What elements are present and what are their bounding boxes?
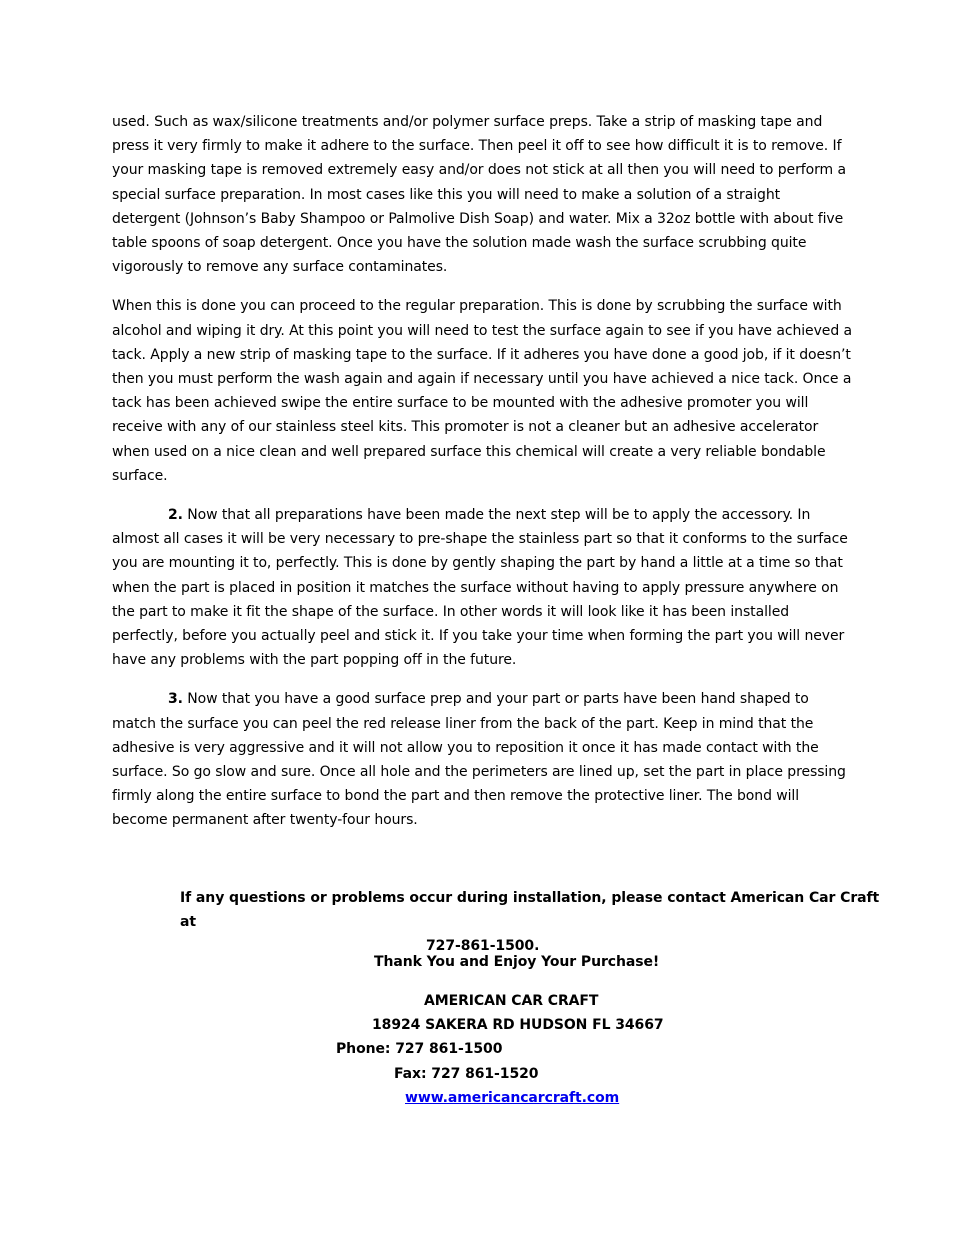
company-name: AMERICAN CAR CRAFT — [424, 993, 599, 1009]
company-fax: Fax: 727 861-1520 — [394, 1065, 539, 1082]
step-3-number: 3. — [168, 691, 183, 708]
paragraph-step-3 — [112, 687, 852, 832]
website-link[interactable]: www.americancarcraft.com — [405, 1089, 620, 1106]
thank-you-note — [112, 950, 898, 974]
step-2-text: Now that all preparations have been made the next step will be to apply the accessory. In almost all cases it will be very necessary to pre-shape the stainless part so that it conforms to the surface you are mounting it to, perfectly. This is done by gently shaping the part by hand a little at a time so that when the part is placed in position it matches the surface without having to apply pressure anywhere on the part to make it fit the shape of the surface. In other words it will look like it has been installed perfectly, before you actually peel and stick it. If you take your time when forming the part you will never have any problems with the part popping off in the future. — [112, 507, 848, 669]
company-address: 18924 SAKERA RD HUDSON FL 34667 — [372, 1017, 664, 1034]
contact-notice — [112, 886, 898, 959]
step-3-text: Now that you have a good surface prep and your part or parts have been hand shaped to match the surface you can peel the red release liner from the back of the part. Keep in mind that the adhesive is very aggressive and it will not allow you to reposition it once it has made contact with the surface. So go slow and sure. Once all hole and the perimeters are lined up, set the part in place pressing firmly along the entire surface to bond the part and then remove the protective liner. The bond will become permanent after twenty-four hours. — [112, 691, 846, 829]
company-phone: Phone: 727 861-1500 — [336, 1041, 503, 1058]
company-info — [112, 989, 898, 1110]
website-row — [112, 1086, 898, 1110]
thank-you-text: Thank You and Enjoy Your Purchase! — [374, 954, 660, 970]
paragraph-regular-preparation: When this is done you can proceed to the regular preparation. This is done by scrubbing the surface with alcohol and wiping it dry. At this point you will need to test the surface again to see if you have achieved a tack. Apply a new strip of masking tape to the surface. If it adheres you have done a good job, if it doesn’t then you must perform the wash again and again if necessary until you have achieved a nice tack. Once a tack has been achieved swipe the entire surface to be mounted with the adhesive promoter you will receive with any of our stainless steel kits. This promoter is not a cleaner but an adhesive accelerator when used on a nice clean and well prepared surface this chemical will create a very reliable bondable surface. — [112, 298, 852, 484]
paragraph-surface-test: used. Such as wax/silicone treatments and/or polymer surface preps. Take a strip of masking tape and press it very firmly to make it adhere to the surface. Then peel it off to see how difficult it is to remove. If your masking tape is removed extremely easy and/or does not stick at all then you will need to perform a special surface preparation. In most cases like this you will need to make a solution of a straight detergent (Johnson’s Baby Shampoo or Palmolive Dish Soap) and water. Mix a 32oz bottle with about five table spoons of soap detergent. Once you have the solution made wash the surface scrubbing quite vigorously to remove any surface contaminates. — [112, 114, 846, 276]
step-2-number: 2. — [168, 507, 183, 524]
contact-line-1: If any questions or problems occur during installation, please contact American Car Craft at — [180, 890, 880, 931]
document-body — [112, 110, 852, 833]
company-phone-fax — [112, 1037, 898, 1085]
contact-line-2: 727-861-1500. — [426, 938, 540, 955]
paragraph-step-2 — [112, 503, 852, 672]
